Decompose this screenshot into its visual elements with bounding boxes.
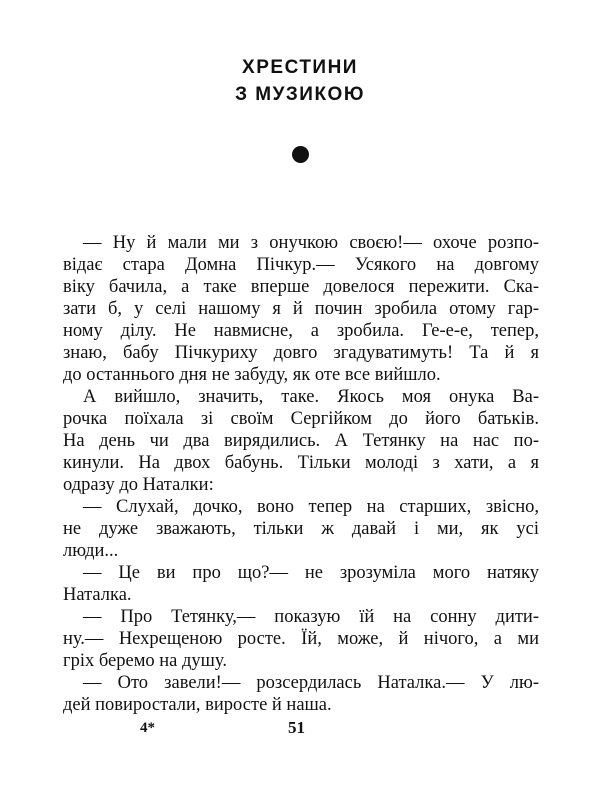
text-line: — Ну й мали ми з онучкою своєю!— охоче розпо-: [83, 233, 539, 253]
page-number: 51: [288, 718, 305, 737]
text-line: дей повиростали, виросте й наша.: [63, 695, 332, 715]
text-line: гріх беремо на душу.: [63, 651, 227, 671]
text-line: — Про Тетянку,— показую їй на сонну дити-: [83, 607, 539, 627]
text-line: Наталка.: [63, 585, 132, 605]
text-line: люди...: [63, 541, 119, 561]
text-line: відає стара Домна Пічкур.— Усякого на довгому: [63, 255, 539, 275]
text-line: — Це ви про що?— не зрозуміла мого натяку: [83, 563, 539, 583]
text-line: рочка поїхала зі своїм Сергійком до його батьків.: [63, 409, 539, 429]
signature-mark: 4*: [140, 720, 155, 736]
chapter-title-line-1: ХРЕСТИНИ: [242, 57, 358, 78]
ornament-dot-icon: [292, 146, 309, 163]
text-line: ному ділу. Не навмисне, а зробила. Ге-е-е, тепер,: [63, 321, 539, 341]
text-line: кинули. На двох бабунь. Тільки молоді з хати, а я: [63, 453, 539, 473]
chapter-title-line-2: З МУЗИКОЮ: [235, 84, 365, 105]
text-line: не дуже зважають, тільки ж давай і ми, як усі: [63, 519, 539, 539]
text-line: до останнього дня не забуду, як оте все вийшло.: [63, 365, 441, 385]
text-line: На день чи два вирядились. А Тетянку на нас по-: [63, 431, 539, 451]
text-line: зати б, у селі нашому я й почин зробила отому гар-: [63, 299, 539, 319]
text-line: А вийшло, значить, таке. Якось моя онука Ва-: [83, 387, 539, 407]
text-line: — Ото завели!— розсердилась Наталка.— У лю-: [83, 673, 539, 693]
text-line: знаю, бабу Пічкуриху довго згадуватимуть! Та й я: [63, 343, 539, 363]
text-line: віку бачила, а таке вперше довелося пережити. Ска-: [63, 277, 539, 297]
text-line: одразу до Наталки:: [63, 475, 214, 495]
text-line: ну.— Нехрещеною росте. Їй, може, й нічого, а ми: [63, 629, 539, 649]
text-line: — Слухай, дочко, воно тепер на старших, звісно,: [83, 497, 539, 517]
